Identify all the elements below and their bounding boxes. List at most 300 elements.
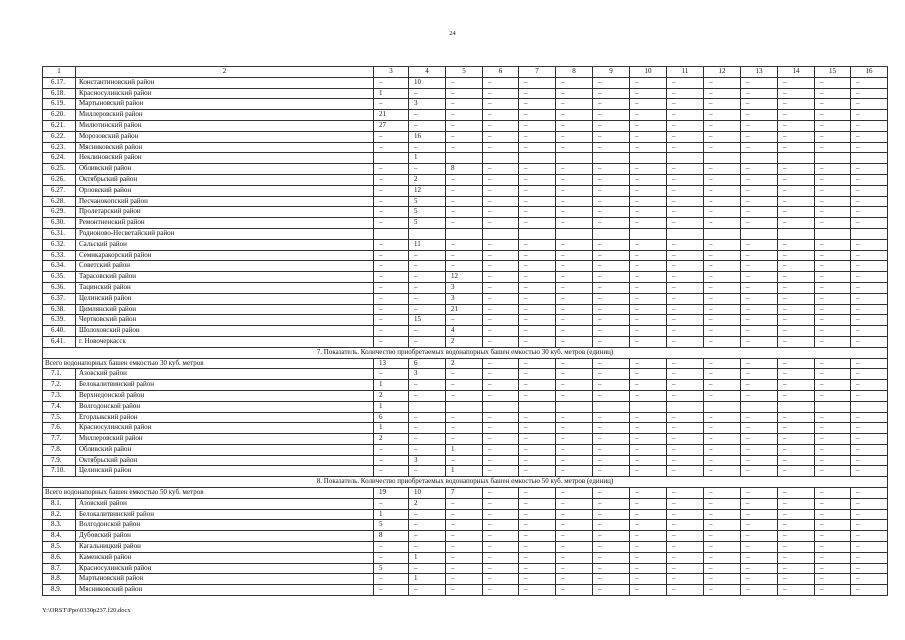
value-cell: – — [593, 498, 630, 509]
total-label: Всего водонапорных башен емкостью 30 куб. метров — [43, 358, 374, 369]
column-number-cell: 2 — [76, 67, 374, 78]
value-cell: – — [483, 282, 519, 293]
value-cell: – — [374, 164, 409, 175]
value-cell: – — [556, 282, 593, 293]
value-cell: – — [519, 239, 556, 250]
value-cell — [667, 228, 704, 239]
value-cell — [374, 153, 409, 164]
value-cell: – — [519, 423, 556, 434]
value-cell: – — [519, 261, 556, 272]
value-cell: 19 — [374, 488, 409, 499]
value-cell: – — [667, 336, 704, 347]
value-cell: – — [483, 531, 519, 542]
value-cell: 2 — [446, 358, 483, 369]
value-cell: – — [851, 326, 888, 337]
value-cell: – — [593, 488, 630, 499]
value-cell: – — [556, 358, 593, 369]
value-cell: – — [851, 380, 888, 391]
value-cell: – — [519, 326, 556, 337]
value-cell: – — [851, 574, 888, 585]
value-cell: – — [704, 358, 741, 369]
value-cell: – — [519, 455, 556, 466]
value-cell: – — [593, 174, 630, 185]
value-cell: – — [556, 466, 593, 477]
value-cell: – — [667, 142, 704, 153]
value-cell: – — [778, 174, 815, 185]
value-cell: – — [483, 304, 519, 315]
row-number: 6.26. — [43, 174, 76, 185]
value-cell: – — [446, 563, 483, 574]
value-cell: – — [593, 282, 630, 293]
value-cell: – — [593, 585, 630, 596]
row-number: 6.34. — [43, 261, 76, 272]
column-number-cell: 13 — [741, 67, 778, 78]
value-cell: – — [519, 315, 556, 326]
value-cell: – — [851, 531, 888, 542]
value-cell: – — [593, 542, 630, 553]
file-path-footer: Y:\ORST\Ppo\0330p237.f20.docx — [42, 607, 131, 614]
value-cell: – — [741, 88, 778, 99]
value-cell: – — [851, 358, 888, 369]
value-cell: – — [704, 77, 741, 88]
value-cell: – — [556, 380, 593, 391]
row-number: 6.36. — [43, 282, 76, 293]
value-cell: – — [815, 552, 851, 563]
value-cell: – — [778, 293, 815, 304]
value-cell: – — [556, 315, 593, 326]
value-cell: – — [778, 455, 815, 466]
value-cell: – — [667, 261, 704, 272]
value-cell — [667, 153, 704, 164]
value-cell: – — [704, 531, 741, 542]
column-number-cell: 15 — [815, 67, 851, 78]
value-cell: – — [556, 585, 593, 596]
value-cell: – — [409, 250, 446, 261]
value-cell: – — [374, 574, 409, 585]
value-cell: – — [741, 218, 778, 229]
value-cell: – — [556, 336, 593, 347]
value-cell: – — [851, 174, 888, 185]
value-cell: – — [446, 542, 483, 553]
value-cell: – — [556, 261, 593, 272]
value-cell: – — [815, 304, 851, 315]
value-cell — [741, 228, 778, 239]
value-cell — [630, 228, 667, 239]
value-cell: – — [851, 304, 888, 315]
value-cell: – — [556, 88, 593, 99]
row-number: 6.25. — [43, 164, 76, 175]
value-cell: – — [519, 488, 556, 499]
value-cell: – — [704, 412, 741, 423]
value-cell: – — [593, 520, 630, 531]
district-name: Сальский район — [76, 239, 374, 250]
value-cell — [446, 153, 483, 164]
value-cell: – — [815, 336, 851, 347]
value-cell: – — [815, 142, 851, 153]
value-cell: – — [778, 315, 815, 326]
value-cell: – — [446, 261, 483, 272]
value-cell: – — [593, 466, 630, 477]
value-cell: 6 — [374, 412, 409, 423]
value-cell: – — [778, 261, 815, 272]
table-row — [43, 444, 888, 455]
value-cell: – — [851, 542, 888, 553]
column-number-cell: 5 — [446, 67, 483, 78]
value-cell: – — [630, 563, 667, 574]
row-number: 7.10. — [43, 466, 76, 477]
value-cell: – — [704, 488, 741, 499]
value-cell: – — [667, 250, 704, 261]
value-cell: – — [630, 509, 667, 520]
value-cell: – — [778, 380, 815, 391]
value-cell: – — [409, 88, 446, 99]
value-cell: – — [519, 509, 556, 520]
value-cell: – — [593, 304, 630, 315]
row-number: 6.31. — [43, 228, 76, 239]
section-title: 8. Показатель. Количество приобретаемых водонапорных башен емкостью 50 куб. метров (единиц) — [43, 477, 888, 488]
value-cell: – — [741, 185, 778, 196]
district-name: Ремонтненский район — [76, 218, 374, 229]
value-cell: – — [704, 380, 741, 391]
value-cell — [556, 401, 593, 412]
value-cell — [815, 401, 851, 412]
value-cell: – — [778, 531, 815, 542]
table-row — [43, 531, 888, 542]
value-cell: – — [630, 110, 667, 121]
value-cell: – — [483, 207, 519, 218]
value-cell: – — [519, 520, 556, 531]
value-cell: – — [483, 272, 519, 283]
value-cell: – — [851, 369, 888, 380]
value-cell: – — [667, 563, 704, 574]
value-cell: – — [741, 110, 778, 121]
value-cell: – — [374, 293, 409, 304]
district-name: Азовский район — [76, 498, 374, 509]
value-cell: – — [446, 552, 483, 563]
value-cell: – — [741, 261, 778, 272]
value-cell: – — [741, 369, 778, 380]
data-table — [42, 66, 888, 596]
value-cell: – — [741, 120, 778, 131]
district-name: Миллеровский район — [76, 434, 374, 445]
row-number: 6.23. — [43, 142, 76, 153]
value-cell — [556, 228, 593, 239]
value-cell: – — [630, 531, 667, 542]
column-number-row — [43, 67, 888, 78]
value-cell: – — [741, 196, 778, 207]
row-number: 8.9. — [43, 585, 76, 596]
value-cell: – — [374, 444, 409, 455]
value-cell: – — [593, 390, 630, 401]
value-cell: – — [446, 120, 483, 131]
column-number-cell: 9 — [593, 67, 630, 78]
column-number-cell: 7 — [519, 67, 556, 78]
district-name: Волгодонской район — [76, 401, 374, 412]
value-cell: 5 — [374, 520, 409, 531]
value-cell: – — [741, 164, 778, 175]
value-cell: – — [519, 164, 556, 175]
row-number: 6.39. — [43, 315, 76, 326]
value-cell: – — [778, 466, 815, 477]
value-cell — [815, 228, 851, 239]
value-cell: – — [483, 185, 519, 196]
value-cell: 1 — [409, 153, 446, 164]
section-header-row — [43, 477, 888, 488]
value-cell: – — [409, 304, 446, 315]
value-cell: – — [374, 185, 409, 196]
column-number-cell: 4 — [409, 67, 446, 78]
value-cell: – — [851, 272, 888, 283]
value-cell — [519, 401, 556, 412]
value-cell: 3 — [409, 369, 446, 380]
value-cell: – — [851, 336, 888, 347]
value-cell: – — [815, 77, 851, 88]
table-row — [43, 99, 888, 110]
district-name: Обливский район — [76, 164, 374, 175]
value-cell: – — [556, 390, 593, 401]
value-cell: – — [851, 164, 888, 175]
value-cell: – — [593, 369, 630, 380]
value-cell: – — [851, 218, 888, 229]
value-cell: – — [704, 390, 741, 401]
value-cell: – — [446, 250, 483, 261]
value-cell: – — [630, 434, 667, 445]
value-cell: – — [556, 542, 593, 553]
value-cell: – — [815, 282, 851, 293]
row-number: 7.8. — [43, 444, 76, 455]
value-cell: – — [667, 488, 704, 499]
value-cell: – — [704, 218, 741, 229]
value-cell: – — [778, 336, 815, 347]
value-cell: – — [519, 531, 556, 542]
value-cell: – — [778, 358, 815, 369]
row-number: 8.8. — [43, 574, 76, 585]
column-number-cell: 6 — [483, 67, 519, 78]
row-number: 6.24. — [43, 153, 76, 164]
value-cell: – — [409, 390, 446, 401]
value-cell: – — [778, 542, 815, 553]
value-cell: – — [483, 250, 519, 261]
value-cell: – — [851, 552, 888, 563]
value-cell: – — [630, 207, 667, 218]
value-cell: – — [630, 585, 667, 596]
value-cell: – — [483, 444, 519, 455]
value-cell: – — [851, 131, 888, 142]
value-cell: – — [741, 466, 778, 477]
value-cell: – — [704, 315, 741, 326]
value-cell: – — [704, 304, 741, 315]
value-cell: – — [446, 239, 483, 250]
value-cell: – — [556, 239, 593, 250]
value-cell — [778, 228, 815, 239]
district-name: Орловский район — [76, 185, 374, 196]
row-number: 6.27. — [43, 185, 76, 196]
table-row — [43, 509, 888, 520]
table-row — [43, 585, 888, 596]
value-cell: – — [409, 412, 446, 423]
value-cell: – — [556, 531, 593, 542]
value-cell: – — [483, 131, 519, 142]
value-cell: 5 — [374, 563, 409, 574]
value-cell: – — [741, 282, 778, 293]
value-cell: – — [519, 282, 556, 293]
value-cell: – — [741, 574, 778, 585]
table-row — [43, 552, 888, 563]
district-name: Красносулинский район — [76, 88, 374, 99]
table-row — [43, 401, 888, 412]
value-cell: – — [704, 110, 741, 121]
value-cell: – — [741, 293, 778, 304]
value-cell: – — [741, 250, 778, 261]
value-cell — [483, 228, 519, 239]
value-cell: – — [778, 326, 815, 337]
value-cell: – — [556, 574, 593, 585]
column-number-cell: 1 — [43, 67, 76, 78]
value-cell: – — [667, 423, 704, 434]
value-cell: – — [667, 239, 704, 250]
value-cell: – — [815, 434, 851, 445]
table-row — [43, 574, 888, 585]
value-cell: – — [667, 498, 704, 509]
value-cell: – — [630, 423, 667, 434]
district-name: Кагальницкий район — [76, 542, 374, 553]
value-cell: – — [483, 509, 519, 520]
value-cell: – — [778, 272, 815, 283]
value-cell: – — [741, 488, 778, 499]
value-cell: – — [704, 455, 741, 466]
district-name: Целинский район — [76, 293, 374, 304]
value-cell: – — [630, 293, 667, 304]
value-cell: – — [667, 412, 704, 423]
value-cell: – — [667, 434, 704, 445]
value-cell: – — [815, 585, 851, 596]
table-row — [43, 336, 888, 347]
value-cell: – — [630, 261, 667, 272]
value-cell — [446, 228, 483, 239]
table-row — [43, 369, 888, 380]
table-row — [43, 412, 888, 423]
district-name: Советский район — [76, 261, 374, 272]
value-cell: – — [630, 498, 667, 509]
value-cell: – — [593, 358, 630, 369]
district-name: Октябрьский район — [76, 455, 374, 466]
value-cell: – — [630, 542, 667, 553]
value-cell: – — [815, 250, 851, 261]
value-cell: – — [374, 250, 409, 261]
value-cell: – — [409, 585, 446, 596]
value-cell: – — [483, 466, 519, 477]
district-name: Мясниковский район — [76, 142, 374, 153]
value-cell: – — [667, 326, 704, 337]
value-cell: – — [446, 131, 483, 142]
value-cell: – — [778, 434, 815, 445]
value-cell: – — [704, 196, 741, 207]
value-cell: – — [409, 444, 446, 455]
value-cell: 21 — [446, 304, 483, 315]
value-cell: 1 — [374, 88, 409, 99]
value-cell: – — [446, 509, 483, 520]
value-cell: – — [483, 196, 519, 207]
value-cell: – — [630, 304, 667, 315]
value-cell: – — [741, 563, 778, 574]
value-cell: – — [815, 88, 851, 99]
value-cell: 10 — [409, 77, 446, 88]
value-cell: 5 — [409, 207, 446, 218]
value-cell: – — [556, 369, 593, 380]
value-cell: – — [815, 455, 851, 466]
value-cell: – — [815, 509, 851, 520]
value-cell: – — [667, 574, 704, 585]
value-cell: – — [667, 509, 704, 520]
value-cell: – — [519, 304, 556, 315]
value-cell: – — [704, 369, 741, 380]
table-row — [43, 142, 888, 153]
value-cell: – — [519, 358, 556, 369]
value-cell — [741, 401, 778, 412]
district-name: Красносулинский район — [76, 423, 374, 434]
value-cell: – — [409, 423, 446, 434]
value-cell: – — [630, 520, 667, 531]
value-cell: 2 — [409, 174, 446, 185]
value-cell: – — [667, 120, 704, 131]
value-cell: – — [630, 196, 667, 207]
value-cell: – — [778, 282, 815, 293]
district-name: Мартыновский район — [76, 574, 374, 585]
value-cell: – — [851, 88, 888, 99]
value-cell: – — [409, 434, 446, 445]
table-row — [43, 390, 888, 401]
value-cell: – — [483, 88, 519, 99]
value-cell: – — [446, 77, 483, 88]
value-cell: – — [851, 488, 888, 499]
value-cell: 8 — [446, 164, 483, 175]
district-name: Обливский район — [76, 444, 374, 455]
value-cell: – — [815, 207, 851, 218]
value-cell: – — [630, 218, 667, 229]
value-cell: – — [630, 315, 667, 326]
total-label: Всего водонапорных башен емкостью 50 куб. метров — [43, 488, 374, 499]
district-name: Дубовский район — [76, 531, 374, 542]
value-cell — [446, 401, 483, 412]
value-cell: – — [483, 164, 519, 175]
value-cell: – — [630, 131, 667, 142]
value-cell: – — [519, 272, 556, 283]
value-cell: – — [630, 574, 667, 585]
value-cell: – — [519, 207, 556, 218]
value-cell: – — [815, 239, 851, 250]
row-number: 7.2. — [43, 380, 76, 391]
district-name: Константиновский район — [76, 77, 374, 88]
value-cell: – — [778, 164, 815, 175]
row-number: 6.19. — [43, 99, 76, 110]
value-cell: – — [409, 563, 446, 574]
value-cell: – — [593, 110, 630, 121]
value-cell: – — [374, 131, 409, 142]
value-cell: – — [851, 77, 888, 88]
value-cell: – — [446, 498, 483, 509]
value-cell: – — [778, 185, 815, 196]
value-cell: – — [593, 509, 630, 520]
value-cell: – — [446, 185, 483, 196]
value-cell: – — [556, 164, 593, 175]
value-cell: – — [851, 207, 888, 218]
value-cell: – — [851, 250, 888, 261]
value-cell — [519, 153, 556, 164]
value-cell: – — [556, 412, 593, 423]
value-cell: – — [778, 99, 815, 110]
row-number: 8.5. — [43, 542, 76, 553]
value-cell: – — [556, 293, 593, 304]
